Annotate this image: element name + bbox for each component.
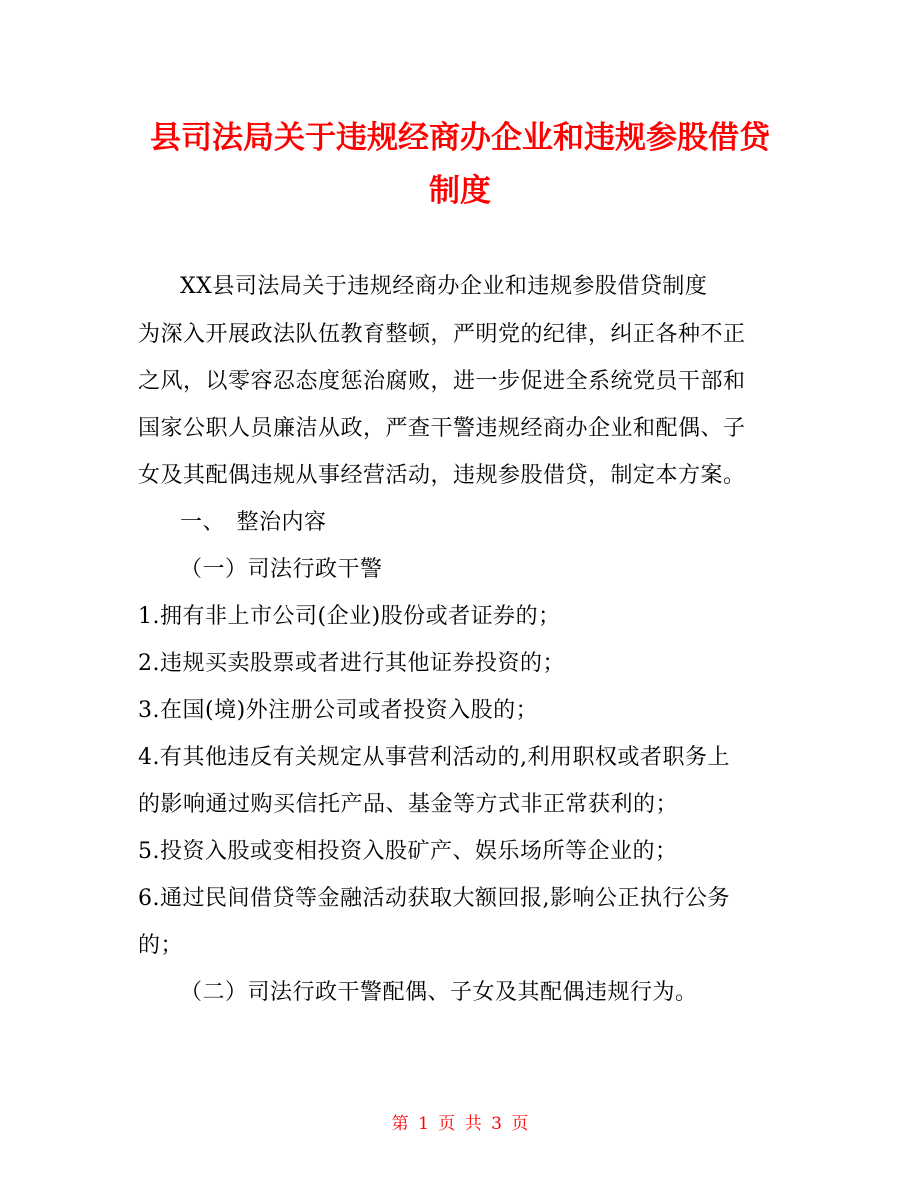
- section-heading: 一、 整治内容: [180, 510, 327, 535]
- list-item: 5.投资入股或变相投资入股矿产、娱乐场所等企业的；: [138, 839, 678, 864]
- paragraph-line: 国家公职人员廉洁从政，严查干警违规经商办企业和配偶、子: [138, 416, 746, 441]
- paragraph-line: 为深入开展政法队伍教育整顿，严明党的纪律，纠正各种不正: [138, 322, 746, 347]
- subsection-heading: （二）司法行政干警配偶、子女及其配偶违规行为。: [180, 980, 698, 1005]
- page-footer: 第 1 页 共 3 页: [391, 1114, 529, 1134]
- list-item-continued: 的影响通过购买信托产品、基金等方式非正常获利的；: [138, 792, 679, 817]
- subsection-heading: （一）司法行政干警: [180, 557, 383, 582]
- list-item: 3.在国(境)外注册公司或者投资入股的；: [138, 698, 539, 723]
- list-item: 4.有其他违反有关规定从事营利活动的,利用职权或者职务上: [138, 745, 730, 770]
- document-title-line-2: 制度: [429, 173, 491, 209]
- list-item: 6.通过民间借贷等金融活动获取大额回报,影响公正执行公务: [138, 886, 730, 911]
- paragraph-line: 之风，以零容忍态度惩治腐败，进一步促进全系统党员干部和: [138, 369, 746, 394]
- list-item-continued: 的；: [138, 933, 184, 958]
- paragraph-heading: XX县司法局关于违规经商办企业和违规参股借贷制度: [180, 274, 708, 299]
- list-item: 2.违规买卖股票或者进行其他证券投资的；: [138, 651, 565, 676]
- paragraph-line: 女及其配偶违规从事经营活动，违规参股借贷，制定本方案。: [138, 463, 746, 488]
- list-item: 1.拥有非上市公司(企业)股份或者证券的；: [138, 604, 561, 629]
- document-title-line-1: 县司法局关于违规经商办企业和违规参股借贷: [150, 120, 770, 156]
